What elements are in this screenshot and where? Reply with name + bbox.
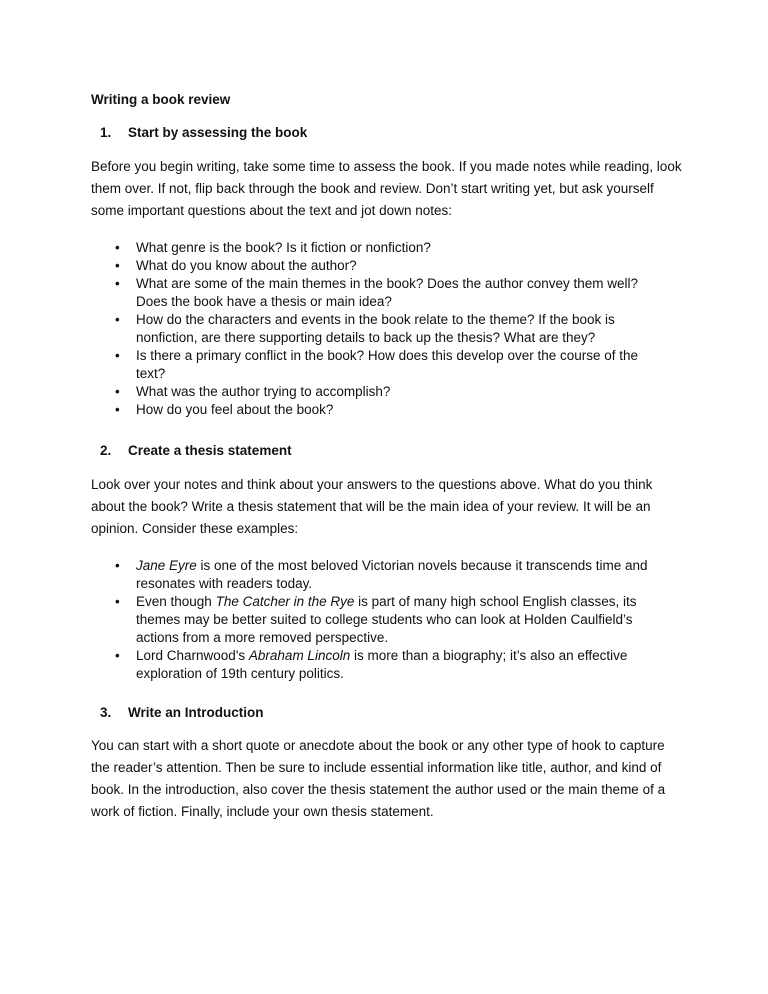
list-item [91,593,671,647]
list-item: • What are some of the main themes in the book? Does the author convey them well? Does the book have a thesis or main idea? [91,275,671,311]
section-number: 2. [100,443,112,458]
assessment-questions-list [91,239,671,419]
section-3-paragraph: You can start with a short quote or anecdote about the book or any other type of hook to capture the reader’s attention. Then be sure to include essential information like title, author, and kind of book. In the introduction, also cover the thesis statement the author used or the main theme of a work of fiction. Finally, include your own thesis statement. [91,738,666,819]
section-heading-text: Write an Introduction [128,705,264,720]
thesis-examples-list [91,557,671,683]
book-title: Abraham Lincoln [248,648,351,663]
section-heading-1 [91,125,307,140]
section-1-paragraph: Before you begin writing, take some time to assess the book. If you made notes while reading, look them over. If not, flip back through the book and review. Don’t start writing yet, but ask yourself some important questions about the text and jot down notes: [91,159,682,218]
list-item [91,647,671,683]
list-item: • How do the characters and events in the book relate to the theme? If the book is nonfiction, are there supporting details to back up the thesis? What are they? [91,311,671,347]
section-heading-text: Create a thesis statement [128,443,292,458]
list-item: • What was the author trying to accomplish? [91,383,671,401]
section-number: 1. [100,125,112,140]
list-item: • Is there a primary conflict in the book? How does this develop over the course of the text? [91,347,671,383]
example-text: is part of many high school English classes, its themes may be better suited to college students who can look at Holden Caulfield’s actions from a more removed perspective. [136,594,637,645]
section-number: 3. [100,705,112,720]
list-item [91,557,671,593]
section-2-paragraph: Look over your notes and think about your answers to the questions above. What do you think about the book? Write a thesis statement that will be the main idea of your review. It will be an opinion. Consider these examples: [91,477,653,536]
list-item: • What do you know about the author? [91,257,671,275]
section-heading-text: Start by assessing the book [128,125,308,140]
book-title: Jane Eyre [136,558,197,573]
example-text: is one of the most beloved Victorian novels because it transcends time and resonates with readers today. [136,558,648,591]
list-item: • What genre is the book? Is it fiction or nonfiction? [91,239,671,257]
section-heading-3 [91,705,264,720]
example-text: is more than a biography; it’s also an effective exploration of 19th century politics. [136,648,628,681]
section-heading-2 [91,443,292,458]
example-text: Lord Charnwood's [136,648,249,663]
document-title: Writing a book review [91,92,231,107]
example-text: Even though [136,594,216,609]
list-item: • How do you feel about the book? [91,401,671,419]
book-title: The Catcher in the Rye [215,594,355,609]
